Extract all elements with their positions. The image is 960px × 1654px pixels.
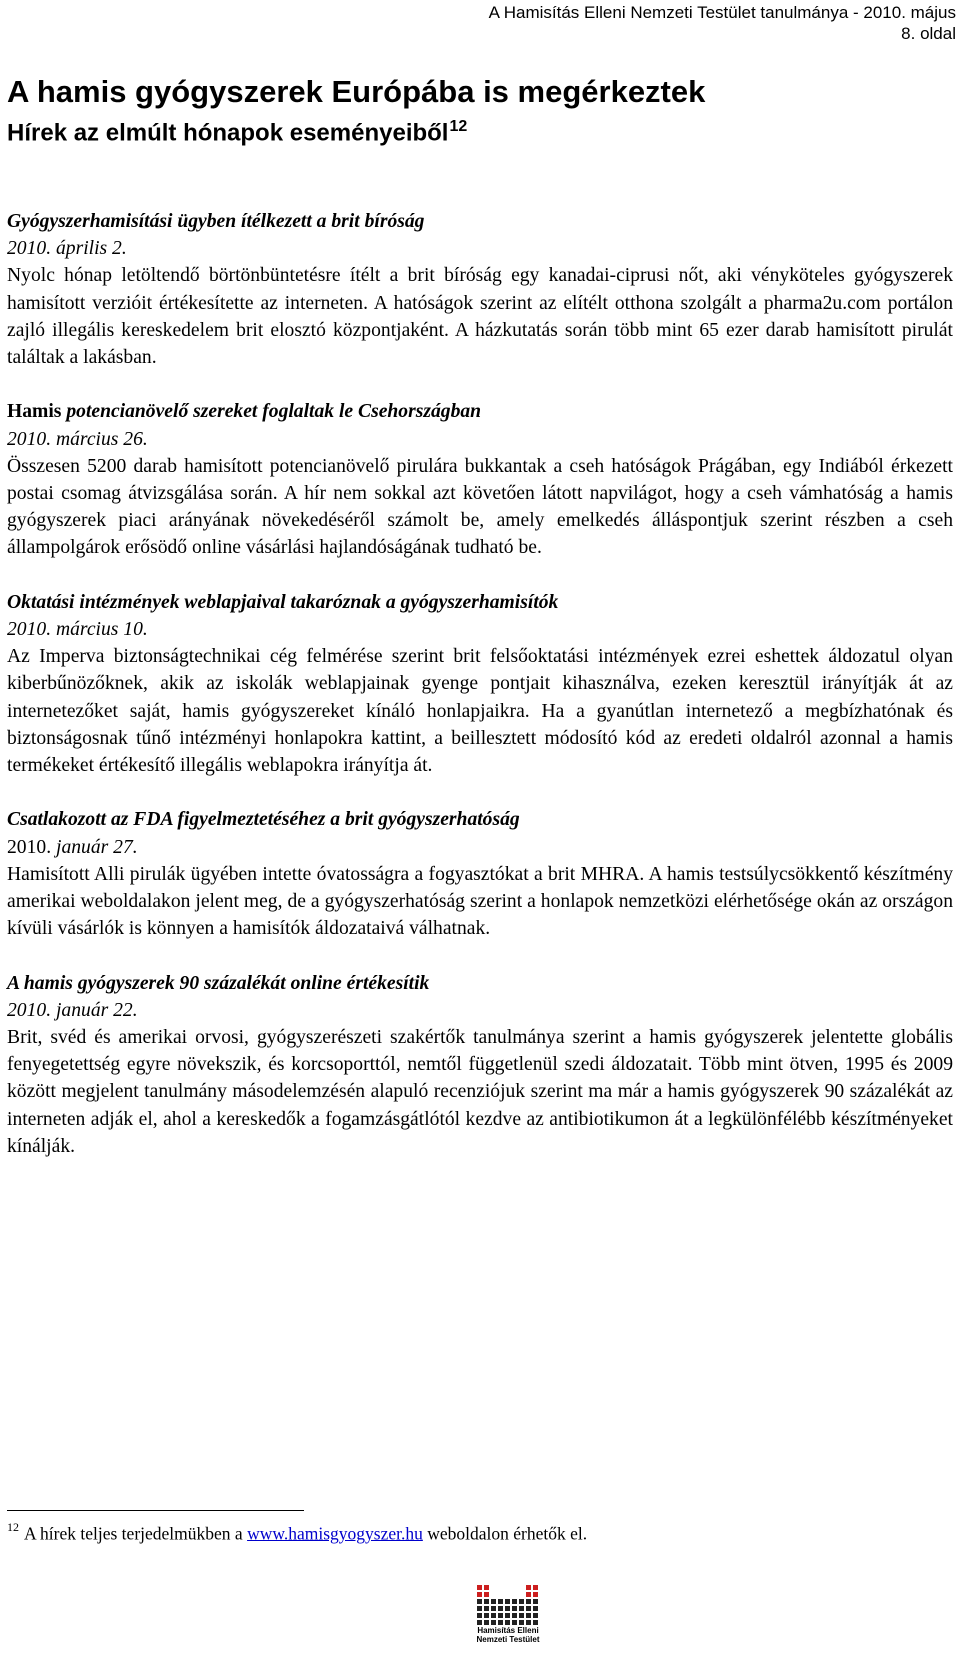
news-body: Összesen 5200 darab hamisított potencianövelő pirulára bukkantak a cseh hatóságok Prágában, egy Indiából érkezett postai csomag átvizsgálása során. A hír nem sokkal azt követően látott napvilágot, hogy a cseh vámhatóság a hamis gyógyszerek piaci arányának növekedéséről számolt be, amely emelkedés álláspontjuk szerint részben a cseh állampolgárok erősödő online vásárlási hajlandóságának tudható be. [7, 455, 953, 559]
news-date: 2010. március 26. [7, 428, 148, 450]
news-item [7, 208, 953, 371]
news-body: Az Imperva biztonságtechnikai cég felmérése szerint brit felsőoktatási intézmények ezrei eshettek áldozatul olyan kiberbűnözőknek, akik az iskolák weblapjainak gyenge pontjait kihasználva, ezeken keresztül irányítják át az internetezőket saját, hamis gyógyszereket kínáló honlapjaikra. Ha a gyanútlan internetező a megbízhatónak és biztonságosnak tűnő intézményi honlapokra kattint, a beillesztett módosító kód az eredeti oldalról azonnal a hamis termékeket értékesítő illegális weblapokra irányítja át. [7, 646, 953, 777]
news-headline: Gyógyszerhamisítási ügyben ítélkezett a brit bíróság [7, 211, 425, 232]
header-page-number: 8. oldal [901, 24, 956, 43]
footnote-link[interactable]: www.hamisgyogyszer.hu [247, 1523, 423, 1544]
subtitle-text: Hírek az elmúlt hónapok eseményeiből [7, 119, 449, 147]
header-study-title: A Hamisítás Elleni Nemzeti Testület tanulmánya - 2010. május [488, 3, 956, 22]
logo-text-line2: Nemzeti Testület [476, 1635, 540, 1644]
footnote-text-after: weboldalon érhetők el. [427, 1523, 588, 1544]
news-item [7, 589, 953, 779]
news-headline: Oktatási intézmények weblapjaival takaróznak a gyógyszerhamisítók [7, 591, 559, 613]
page-title: A hamis gyógyszerek Európába is megérkeztek [7, 74, 706, 109]
news-list [7, 208, 953, 1187]
news-headline: Csatlakozott az FDA figyelmeztetéséhez a brit gyógyszerhatóság [7, 809, 520, 831]
news-date: 2010. január 22. [7, 999, 138, 1021]
news-body: Nyolc hónap letöltendő börtönbüntetésre ítélt a brit bíróság egy kanadai-ciprusi nőt, aki vényköteles gyógyszerek hamisított verzióit értékesítette az interneten. A hatóságok szerint az elítélt otthona szolgált a pharma2u.com portálon zajló illegális kereskedelem brit elosztó központjaként. A házkutatás során több mint 65 ezer darab hamisított pirulát találtak a lakásban. [7, 265, 953, 369]
news-date [7, 834, 953, 861]
news-item [7, 970, 953, 1160]
footnote-divider [7, 1510, 304, 1511]
hent-logo-icon [476, 1584, 540, 1626]
news-headline: A hamis gyógyszerek 90 százalékát online értékesítik [7, 972, 430, 994]
page-header [436, 0, 960, 44]
logo-text-line1: Hamisítás Elleni [477, 1626, 539, 1635]
news-headline [7, 398, 953, 425]
news-body: Brit, svéd és amerikai orvosi, gyógyszerészeti szakértők tanulmánya szerint a hamis gyógyszerek jelentette globális fenyegetettség egyre növekszik, és korcsoporttól, nemtől függetlenül szedi áldozatait. Több mint ötven, 1995 és 2009 között megjelent tanulmány másodelemzésén alapuló recenziójuk szerint ma már a hamis gyógyszerek 90 százalékát az interneten adják el, ahol a kereskedők a fogamzásgátlótól kezdve az antibiotikumon át a legkülönfélébb készítményeket kínálják. [7, 1027, 953, 1157]
news-item [7, 806, 953, 942]
footnote-text-before: A hírek teljes terjedelmükben a [24, 1523, 243, 1544]
news-item [7, 398, 953, 561]
news-date: 2010. április 2. [7, 238, 127, 260]
news-headline-plain: Hamis [7, 401, 62, 423]
footnote [7, 1516, 587, 1544]
footnote-ref[interactable]: 12 [449, 118, 468, 135]
news-date: 2010. március 10. [7, 619, 148, 641]
news-date-plain: 2010. [7, 836, 52, 858]
footnote-number: 12 [7, 1520, 19, 1534]
hent-logo [453, 1584, 563, 1644]
news-date-italic: január 27. [56, 836, 138, 858]
news-headline-italic: potencianövelő szereket foglaltak le Csehországban [66, 401, 482, 423]
news-body: Hamisított Alli pirulák ügyében intette óvatosságra a fogyasztókat a brit MHRA. A hamis testsúlycsökkentő készítmény amerikai weboldalakon jelent meg, de a gyógyszerhatóság szerint a honlapok nemzetközi elérhetősége okán az országon kívüli vásárlók is könnyen a hamisítók áldozataivá válhatnak. [7, 863, 953, 940]
page-subtitle [7, 112, 467, 149]
